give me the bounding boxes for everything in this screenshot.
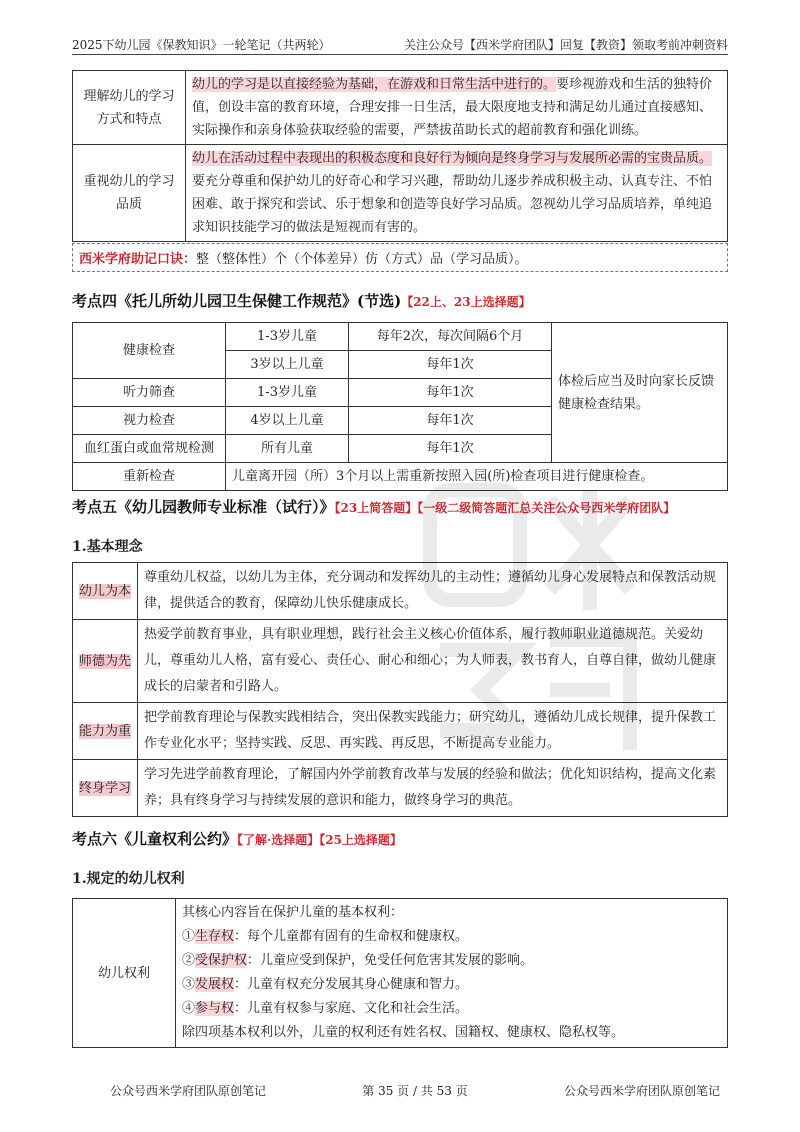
label-text: 终身学习 xyxy=(79,780,132,796)
cell-age: 1-3岁儿童 xyxy=(226,323,349,351)
table-row xyxy=(73,71,728,145)
right-item: ②受保护权：儿童应受到保护，免受任何危害其发展的影响。 xyxy=(182,953,534,968)
row-content: 尊重幼儿权益，以幼儿为主体，充分调动和发挥幼儿的主动性；遵循幼儿身心发展特点和保教活动规律，提供适合的教育，保障幼儿快乐健康成长。 xyxy=(138,563,728,620)
footer-left: 公众号西米学府团队原创笔记 xyxy=(110,1084,267,1098)
cell-freq: 每年1次 xyxy=(349,351,552,379)
rights-table xyxy=(72,898,728,1048)
cell-age: 1-3岁儿童 xyxy=(226,379,349,407)
row-content: 把学前教育理论与保教实践相结合，突出保教实践能力；研究幼儿，遵循幼儿成长规律，提升保教工作专业化水平；坚持实践、反思、再实践、再反思，不断提高专业能力。 xyxy=(138,703,728,760)
highlight-text: 幼儿在活动过程中表现出的积极态度和良好行为倾向是终身学习与发展所必需的宝贵品质。 xyxy=(192,151,713,166)
right-item: ④参与权：儿童有权参与家庭、文化和社会生活。 xyxy=(182,1001,469,1016)
table-row xyxy=(73,145,728,242)
page-footer xyxy=(110,1082,720,1099)
cell-age: 所有儿童 xyxy=(226,435,349,463)
cell-age: 3岁以上儿童 xyxy=(226,351,349,379)
cell-freq: 每年2次，每次间隔6个月 xyxy=(349,323,552,351)
right-name: 生存权 xyxy=(195,929,235,944)
section6-title: 考点六《儿童权利公约》 xyxy=(72,830,238,848)
table-row xyxy=(73,899,728,1048)
header-left: 2025下幼儿园《保教知识》一轮笔记（共两轮） xyxy=(72,38,331,52)
cell-item: 视力检查 xyxy=(73,407,226,435)
row-content xyxy=(186,145,728,242)
cell-freq: 每年1次 xyxy=(349,407,552,435)
label-text: 能力为重 xyxy=(79,723,132,739)
right-name: 参与权 xyxy=(195,1001,235,1016)
page-number: 第 35 页 / 共 53 页 xyxy=(362,1084,468,1098)
cell-note: 体检后应当及时向家长反馈健康检查结果。 xyxy=(552,323,728,463)
teacher-standard-table xyxy=(72,562,728,817)
section5-tag1: 【23上简答题】 xyxy=(334,501,418,515)
row-label xyxy=(73,703,138,760)
section5-title: 考点五《幼儿园教师专业标准（试行）》 xyxy=(72,498,335,516)
cell-item: 重新检查 xyxy=(73,463,226,491)
mnemonic-box xyxy=(72,243,728,272)
table-row xyxy=(73,463,728,491)
page-header xyxy=(72,36,728,55)
cell-item: 血红蛋白或血常规检测 xyxy=(73,435,226,463)
right-name: 受保护权 xyxy=(195,953,248,968)
header-right: 关注公众号【西米学府团队】回复【教资】领取考前冲刺资料 xyxy=(403,38,728,52)
table-row xyxy=(73,760,728,817)
label-text: 幼儿为本 xyxy=(79,583,132,599)
table-row xyxy=(73,620,728,703)
row-content xyxy=(186,71,728,145)
cell-age: 4岁以上儿童 xyxy=(226,407,349,435)
rights-intro: 其核心内容旨在保护儿童的基本权利： xyxy=(182,905,404,920)
highlight-text: 幼儿的学习是以直接经验为基础，在游戏和日常生活中进行的。 xyxy=(192,77,557,92)
mnemonic-label: 西米学府助记口诀： xyxy=(79,252,197,267)
cell-freq: 每年1次 xyxy=(349,379,552,407)
table-row xyxy=(73,563,728,620)
row-label xyxy=(73,620,138,703)
body-text: 要珍视游戏和生活的独特价值，创设丰富的教育环境，合理安排一日生活，最大限度地支持和满足幼儿通过直接感知、实际操作和亲身体验获取经验的需要，严禁拔苗助长式的超前教育和强化训练。 xyxy=(192,77,713,138)
mnemonic-text: 整（整体性）个（个体差异）仿（方式）品（学习品质）。 xyxy=(196,252,528,267)
row-label: 重视幼儿的学习品质 xyxy=(73,145,186,242)
section4-title: 考点四《托儿所幼儿园卫生保健工作规范》(节选) xyxy=(72,292,402,310)
cell-freq: 每年1次 xyxy=(349,435,552,463)
footer-right: 公众号西米学府团队原创笔记 xyxy=(563,1084,720,1098)
section6-tag2: 【25上选择题】 xyxy=(319,833,402,847)
row-content: 热爱学前教育事业，具有职业理想，践行社会主义核心价值体系，履行教师职业道德规范。关爱幼儿，尊重幼儿人格，富有爱心、责任心、耐心和细心；为人师表，教书育人，自尊自律，做幼儿健康成长的启蒙者和引路人。 xyxy=(138,620,728,703)
table-row xyxy=(73,703,728,760)
section5-subheading: 1.基本理念 xyxy=(72,539,143,555)
cell-item: 健康检查 xyxy=(73,323,226,379)
section6-heading xyxy=(72,828,728,849)
right-item: ③发展权：儿童有权充分发展其身心健康和智力。 xyxy=(182,977,469,992)
right-item: ①生存权：每个儿童都有固有的生命权和健康权。 xyxy=(182,929,469,944)
rights-outro: 除四项基本权利以外，儿童的权利还有姓名权、国籍权、健康权、隐私权等。 xyxy=(182,1025,625,1040)
row-label: 理解幼儿的学习方式和特点 xyxy=(73,71,186,145)
table-row xyxy=(73,323,728,351)
row-content: 学习先进学前教育理论，了解国内外学前教育改革与发展的经验和做法；优化知识结构，提高文化素养；具有终身学习与持续发展的意识和能力，做终身学习的典范。 xyxy=(138,760,728,817)
section5-tag2: 【一级二级简答题汇总关注公众号西米学府团队】 xyxy=(417,501,676,515)
row-content xyxy=(176,899,728,1048)
section4-heading xyxy=(72,290,728,311)
body-text: 要充分尊重和保护幼儿的好奇心和学习兴趣，帮助幼儿逐步养成积极主动、认真专注、不怕困难、敢于探究和尝试、乐于想象和创造等良好学习品质。忽视幼儿学习品质培养，单纯追求知识技能学习的做法是短视而有害的。 xyxy=(192,174,713,235)
row-label xyxy=(73,563,138,620)
row-label: 幼儿权利 xyxy=(73,899,176,1048)
right-name: 发展权 xyxy=(195,977,235,992)
learning-table xyxy=(72,70,728,242)
section5-heading xyxy=(72,496,728,517)
cell-recheck: 儿童离开园（所）3个月以上需重新按照入园(所)检查项目进行健康检查。 xyxy=(226,463,728,491)
row-label xyxy=(73,760,138,817)
health-table xyxy=(72,322,728,491)
section6-subheading: 1.规定的幼儿权利 xyxy=(72,871,185,887)
section6-tag1: 【了解·选择题】 xyxy=(237,833,320,847)
cell-item: 听力筛查 xyxy=(73,379,226,407)
section4-tag: 【22上、23上选择题】 xyxy=(401,295,531,309)
label-text: 师德为先 xyxy=(79,653,132,669)
